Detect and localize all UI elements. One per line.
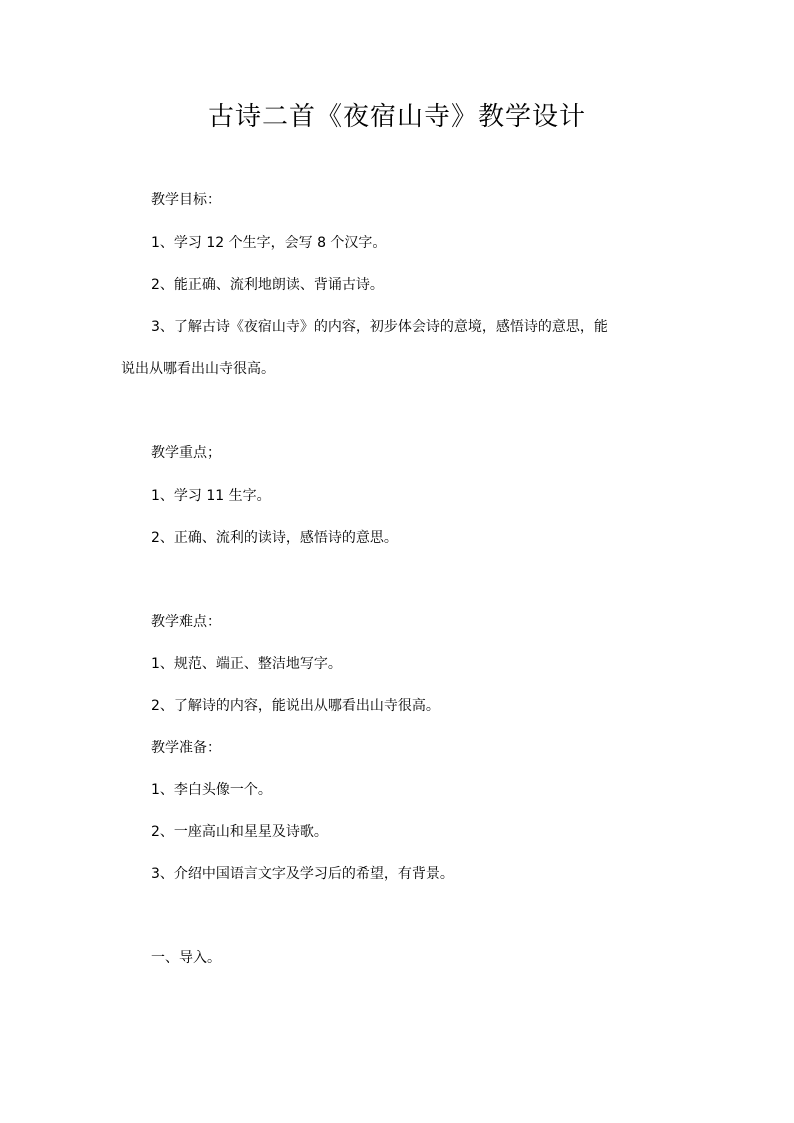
difficulties-heading: 教学难点：: [151, 614, 221, 630]
difficulty-item-1: 1、规范、端正、整洁地写字。: [151, 656, 342, 672]
goal-item-1: 1、学习 12 个生字，会写 8 个汉字。: [151, 235, 387, 251]
key-point-item-1: 1、学习 11 生字。: [151, 488, 271, 504]
preparation-heading: 教学准备：: [151, 740, 221, 756]
difficulty-item-2: 2、了解诗的内容，能说出从哪看出山寺很高。: [151, 698, 440, 714]
preparation-item-2: 2、一座高山和星星及诗歌。: [151, 824, 328, 840]
section-heading-intro: 一、导入。: [151, 950, 221, 966]
page-title: 古诗二首《夜宿山寺》教学设计: [207, 102, 586, 132]
goals-heading: 教学目标：: [151, 192, 221, 208]
key-points-heading: 教学重点；: [151, 445, 221, 461]
goal-item-2: 2、能正确、流利地朗读、背诵古诗。: [151, 277, 384, 293]
preparation-item-1: 1、李白头像一个。: [151, 782, 272, 798]
key-point-item-2: 2、正确、流利的读诗，感悟诗的意思。: [151, 530, 398, 546]
preparation-item-3: 3、介绍中国语言文字及学习后的希望，有背景。: [151, 866, 454, 882]
goal-item-3-continued: 说出从哪看出山寺很高。: [121, 361, 275, 377]
goal-item-3: 3、了解古诗《夜宿山寺》的内容，初步体会诗的意境，感悟诗的意思，能: [151, 319, 608, 335]
